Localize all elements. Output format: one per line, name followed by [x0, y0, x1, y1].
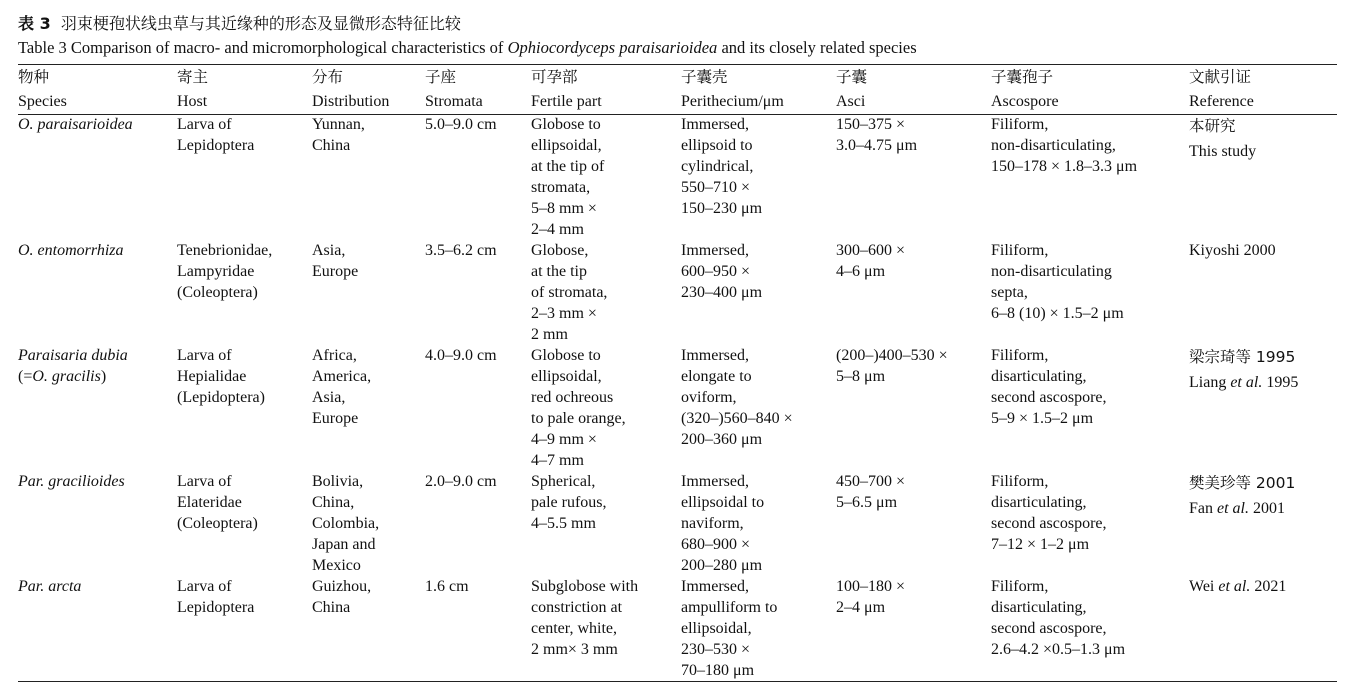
reference-cn: 本研究 [1189, 117, 1236, 135]
header-fertile-part [531, 66, 681, 114]
species-line: Par. arcta [18, 578, 82, 595]
perithecium-line: ellipsoidal, [681, 620, 752, 637]
header-distribution-cn: 分布 [312, 68, 344, 86]
fertile-line: 4–9 mm × [531, 431, 597, 448]
cell-fertile [531, 240, 681, 345]
fertile-line: ellipsoidal, [531, 137, 602, 154]
ascospore-line: 2.6–4.2 ×0.5–1.3 μm [991, 641, 1126, 658]
ascospore-line: second ascospore, [991, 515, 1107, 532]
header-species [18, 66, 177, 114]
perithecium-line: 230–530 × [681, 641, 751, 658]
perithecium-line: Immersed, [681, 116, 749, 133]
cell-species [18, 576, 177, 681]
header-ascospore-en: Ascospore [991, 93, 1059, 110]
cell-stromata [425, 345, 531, 471]
asci-line: 450–700 × [836, 473, 906, 490]
cell-distribution [312, 576, 425, 681]
perithecium-line: 680–900 × [681, 536, 751, 553]
asci-line: 4–6 μm [836, 263, 886, 280]
header-perithecium [681, 66, 836, 114]
fertile-line: constriction at [531, 599, 623, 616]
fertile-line: Globose to [531, 347, 601, 364]
distribution-line: Asia, [312, 242, 346, 259]
cell-distribution [312, 240, 425, 345]
ascospore-line: Filiform, [991, 578, 1049, 595]
cell-stromata [425, 576, 531, 681]
fertile-line: 2 mm [531, 326, 568, 343]
fertile-line: Globose to [531, 116, 601, 133]
cell-host [177, 471, 312, 576]
perithecium-line: 150–230 μm [681, 200, 763, 217]
asci-line: 2–4 μm [836, 599, 886, 616]
distribution-line: Asia, [312, 389, 346, 406]
table-title-cn: 羽束梗孢状线虫草与其近缘种的形态及显微形态特征比较 [60, 14, 461, 33]
caption-en-species: Ophiocordyceps paraisarioidea [507, 38, 718, 57]
fertile-line: of stromata, [531, 284, 608, 301]
host-line: (Lepidoptera) [177, 389, 265, 406]
host-line: Hepialidae [177, 368, 247, 385]
table-row [18, 240, 1337, 345]
species-line: Paraisaria dubia [18, 347, 128, 364]
table-bottom-rule [18, 681, 1337, 682]
header-fertile-part-en: Fertile part [531, 93, 602, 110]
ascospore-line: disarticulating, [991, 599, 1087, 616]
header-host-en: Host [177, 93, 208, 110]
fertile-line: Spherical, [531, 473, 596, 490]
et-al-italic: et al. [1217, 500, 1249, 517]
ascospore-line: Filiform, [991, 116, 1049, 133]
stromata-line: 4.0–9.0 cm [425, 347, 497, 364]
cell-fertile [531, 345, 681, 471]
caption-en-prefix: Table 3 Comparison of macro- and micromorphological characteristics of [18, 38, 508, 57]
ascospore-line: 6–8 (10) × 1.5–2 μm [991, 305, 1124, 322]
host-line: Larva of [177, 578, 232, 595]
header-asci [836, 66, 991, 114]
fertile-line: center, white, [531, 620, 617, 637]
ascospore-line: Filiform, [991, 242, 1049, 259]
header-ascospore [991, 66, 1189, 114]
asci-line: 150–375 × [836, 116, 906, 133]
distribution-line: Japan and [312, 536, 376, 553]
table-body [18, 114, 1337, 681]
header-stromata [425, 66, 531, 114]
asci-line: 5–6.5 μm [836, 494, 898, 511]
synonym-italic: O. gracilis [32, 368, 101, 385]
perithecium-line: 550–710 × [681, 179, 751, 196]
distribution-line: Yunnan, [312, 116, 365, 133]
fertile-line: at the tip of [531, 158, 605, 175]
reference-en: Fan et al. 2001 [1189, 500, 1285, 517]
asci-line: 5–8 μm [836, 368, 886, 385]
cell-species [18, 471, 177, 576]
distribution-line: Guizhou, [312, 578, 372, 595]
cell-reference [1189, 471, 1337, 576]
distribution-line: Europe [312, 263, 359, 280]
cell-perithecium [681, 114, 836, 240]
et-al-italic: et al. [1218, 578, 1251, 595]
cell-stromata [425, 471, 531, 576]
stromata-line: 1.6 cm [425, 578, 469, 595]
cell-reference [1189, 114, 1337, 240]
header-species-en: Species [18, 93, 67, 110]
cell-ascospore [991, 345, 1189, 471]
host-line: Larva of [177, 116, 232, 133]
cell-asci [836, 576, 991, 681]
ascospore-line: non-disarticulating [991, 263, 1112, 280]
distribution-line: Africa, [312, 347, 357, 364]
ascospore-line: second ascospore, [991, 389, 1107, 406]
header-reference [1189, 66, 1337, 114]
cell-stromata [425, 114, 531, 240]
host-line: Tenebrionidae, [177, 242, 273, 259]
header-row [18, 66, 1337, 114]
host-line: Larva of [177, 473, 232, 490]
species-line: Par. gracilioides [18, 473, 125, 490]
cell-perithecium [681, 345, 836, 471]
table-row [18, 576, 1337, 681]
reference-en: Wei et al. 2021 [1189, 578, 1287, 595]
cell-distribution [312, 471, 425, 576]
species-line: O. paraisarioidea [18, 116, 133, 133]
cell-perithecium [681, 240, 836, 345]
cell-asci [836, 240, 991, 345]
ascospore-line: second ascospore, [991, 620, 1107, 637]
fertile-line: pale rufous, [531, 494, 607, 511]
cell-reference [1189, 345, 1337, 471]
cell-ascospore [991, 471, 1189, 576]
cell-species [18, 240, 177, 345]
distribution-line: China [312, 137, 351, 154]
reference-en: Kiyoshi 2000 [1189, 242, 1276, 259]
table-label-cn: 表 3 [18, 14, 51, 33]
fertile-line: 2 mm× 3 mm [531, 641, 618, 658]
fertile-line: red ochreous [531, 389, 614, 406]
host-line: (Coleoptera) [177, 515, 258, 532]
ascospore-line: disarticulating, [991, 494, 1087, 511]
distribution-line: China, [312, 494, 355, 511]
stromata-line: 3.5–6.2 cm [425, 242, 497, 259]
cell-perithecium [681, 471, 836, 576]
perithecium-line: elongate to [681, 368, 752, 385]
fertile-line: 2–3 mm × [531, 305, 597, 322]
cell-ascospore [991, 576, 1189, 681]
reference-en: This study [1189, 143, 1257, 160]
header-perithecium-en: Perithecium/μm [681, 93, 784, 110]
distribution-line: Mexico [312, 557, 361, 574]
table-caption-en [18, 38, 917, 58]
header-distribution-en: Distribution [312, 93, 390, 110]
cell-host [177, 114, 312, 240]
ascospore-line: 5–9 × 1.5–2 μm [991, 410, 1094, 427]
host-line: Lampyridae [177, 263, 255, 280]
ascospore-line: septa, [991, 284, 1028, 301]
header-species-cn: 物种 [18, 68, 50, 86]
perithecium-line: ampulliform to [681, 599, 778, 616]
host-line: Lepidoptera [177, 137, 255, 154]
asci-line: 100–180 × [836, 578, 906, 595]
distribution-line: China [312, 599, 351, 616]
host-line: Lepidoptera [177, 599, 255, 616]
header-reference-cn: 文献引证 [1189, 68, 1252, 86]
fertile-line: 4–7 mm [531, 452, 584, 469]
host-line: Elateridae [177, 494, 242, 511]
header-distribution [312, 66, 425, 114]
fertile-line: ellipsoidal, [531, 368, 602, 385]
cell-distribution [312, 114, 425, 240]
stromata-line: 5.0–9.0 cm [425, 116, 497, 133]
header-asci-cn: 子囊 [836, 68, 868, 86]
ascospore-line: Filiform, [991, 473, 1049, 490]
perithecium-line: Immersed, [681, 242, 749, 259]
et-al-italic: et al. [1230, 374, 1263, 391]
asci-line: (200–)400–530 × [836, 347, 948, 364]
cell-host [177, 576, 312, 681]
distribution-line: Colombia, [312, 515, 380, 532]
table-row [18, 471, 1337, 576]
cell-fertile [531, 114, 681, 240]
cell-ascospore [991, 114, 1189, 240]
perithecium-line: 200–360 μm [681, 431, 763, 448]
perithecium-line: ellipsoidal to [681, 494, 765, 511]
cell-ascospore [991, 240, 1189, 345]
ascospore-line: 150–178 × 1.8–3.3 μm [991, 158, 1138, 175]
distribution-line: Bolivia, [312, 473, 364, 490]
cell-asci [836, 345, 991, 471]
reference-cn: 樊美珍等 2001 [1189, 474, 1296, 492]
cell-fertile [531, 576, 681, 681]
perithecium-line: 600–950 × [681, 263, 751, 280]
cell-reference [1189, 240, 1337, 345]
table-row [18, 114, 1337, 240]
perithecium-line: cylindrical, [681, 158, 754, 175]
header-reference-en: Reference [1189, 93, 1254, 110]
fertile-line: stromata, [531, 179, 591, 196]
cell-host [177, 240, 312, 345]
cell-asci [836, 471, 991, 576]
header-fertile-part-cn: 可孕部 [531, 68, 578, 86]
header-perithecium-cn: 子囊壳 [681, 68, 728, 86]
perithecium-line: 230–400 μm [681, 284, 763, 301]
fertile-line: at the tip [531, 263, 587, 280]
fertile-line: Globose, [531, 242, 589, 259]
cell-species [18, 345, 177, 471]
ascospore-line: 7–12 × 1–2 μm [991, 536, 1090, 553]
perithecium-line: ellipsoid to [681, 137, 753, 154]
species-line: O. entomorrhiza [18, 242, 124, 259]
reference-cn: 梁宗琦等 1995 [1189, 348, 1296, 366]
cell-reference [1189, 576, 1337, 681]
cell-fertile [531, 471, 681, 576]
header-asci-en: Asci [836, 93, 866, 110]
host-line: Larva of [177, 347, 232, 364]
perithecium-line: naviform, [681, 515, 744, 532]
perithecium-line: 200–280 μm [681, 557, 763, 574]
host-line: (Coleoptera) [177, 284, 258, 301]
header-host [177, 66, 312, 114]
asci-line: 3.0–4.75 μm [836, 137, 918, 154]
perithecium-line: 70–180 μm [681, 662, 755, 679]
perithecium-line: Immersed, [681, 473, 749, 490]
table-row [18, 345, 1337, 471]
fertile-line: 4–5.5 mm [531, 515, 596, 532]
cell-asci [836, 114, 991, 240]
caption-en-suffix: and its closely related species [717, 38, 917, 57]
table-caption-cn [18, 11, 461, 34]
header-ascospore-cn: 子囊孢子 [991, 68, 1054, 86]
table-top-rule [18, 64, 1337, 65]
perithecium-line: Immersed, [681, 578, 749, 595]
perithecium-line: (320–)560–840 × [681, 410, 793, 427]
cell-distribution [312, 345, 425, 471]
ascospore-line: Filiform, [991, 347, 1049, 364]
perithecium-line: Immersed, [681, 347, 749, 364]
asci-line: 300–600 × [836, 242, 906, 259]
ascospore-line: non-disarticulating, [991, 137, 1116, 154]
distribution-line: Europe [312, 410, 359, 427]
cell-perithecium [681, 576, 836, 681]
reference-en: Liang et al. 1995 [1189, 374, 1299, 391]
cell-species [18, 114, 177, 240]
fertile-line: 5–8 mm × [531, 200, 597, 217]
fertile-line: 2–4 mm [531, 221, 584, 238]
cell-stromata [425, 240, 531, 345]
header-host-cn: 寄主 [177, 68, 209, 86]
perithecium-line: oviform, [681, 389, 737, 406]
header-stromata-en: Stromata [425, 93, 483, 110]
ascospore-line: disarticulating, [991, 368, 1087, 385]
fertile-line: to pale orange, [531, 410, 626, 427]
cell-host [177, 345, 312, 471]
comparison-table [18, 66, 1337, 681]
distribution-line: America, [312, 368, 372, 385]
fertile-line: Subglobose with [531, 578, 639, 595]
stromata-line: 2.0–9.0 cm [425, 473, 497, 490]
species-line: (=O. gracilis) [18, 368, 107, 385]
header-stromata-cn: 子座 [425, 68, 457, 86]
